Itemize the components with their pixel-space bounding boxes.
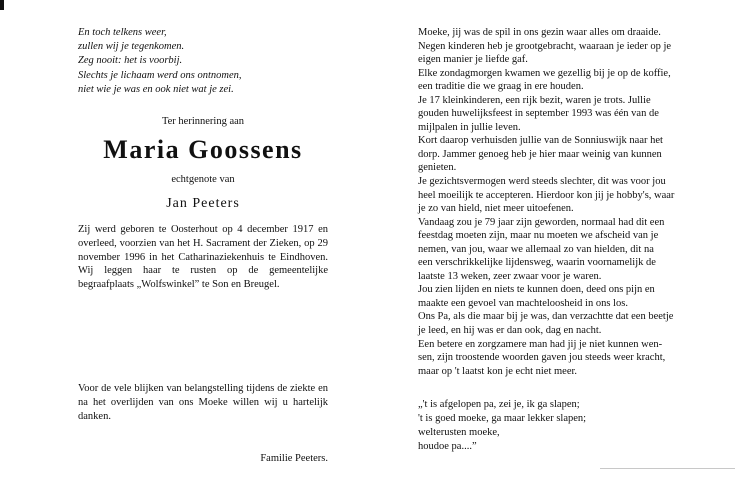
thanks (78, 382, 328, 423)
poem-line: niet wie je was en ook niet wat je zei. (78, 83, 234, 95)
spouse-name: Jan Peeters (166, 196, 240, 212)
tribute-line: Ons Pa, als die maar bij je was, dan verzachtte dat een beetje (418, 311, 674, 323)
tribute-line: dorp. Jammer genoeg heb je hier maar weinig van kunnen (418, 148, 662, 160)
closing-line: houdoe pa....” (418, 440, 477, 452)
tribute-text (418, 26, 718, 378)
biography-text: Zij werd geboren te Oosterhout op 4 december 1917 en overleed, voorzien van het H. Sacrament der Zieken, op 29 november 1996 in het Catharinaziekenhuis te Eindhoven. Wij leggen haar te rusten op de gemeentelijke begraafplaats „Wolfswinkel” te Son en Breugel. (78, 224, 328, 291)
tribute-line: sen, zijn troostende woorden gaven jou steeds weer kracht, (418, 352, 666, 364)
tribute-line: gouden huwelijksfeest in september 1993 was één van de (418, 108, 659, 120)
tribute-line: Negen kinderen heb je grootgebracht, waaraan je ieder op je (418, 40, 672, 52)
tribute-line: maakte een gevoel van machteloosheid in ons los. (418, 297, 628, 309)
tribute-line: een verschrikkelijke lijdensweg, waarin voornamelijk de (418, 257, 656, 269)
poem-line: zullen wij je tegenkomen. (78, 41, 185, 53)
poem-line: Zeg nooit: het is voorbij. (78, 55, 183, 67)
tribute-line: je leed, en hij was er dan ook, dag en nacht. (418, 325, 602, 337)
thanks-text: Voor de vele blijken van belangstelling tijdens de ziekte en na het overlijden van ons Moeke willen wij u hartelijk danken. (78, 383, 328, 422)
tribute-line: eigen manier je liefde gaf. (418, 54, 528, 66)
closing-line: „'t is afgelopen pa, zei je, ik ga slapen; (418, 399, 580, 411)
family-signature: Familie Peeters. (260, 453, 328, 465)
scan-edge-line (600, 468, 735, 469)
deceased-name: Maria Goossens (103, 135, 303, 165)
poem (78, 26, 328, 97)
tribute-line: Jou zien lijden en niets te kunnen doen, deed ons pijn en (418, 284, 655, 296)
biography (78, 223, 328, 292)
poem-line: Slechts je lichaam werd ons ontnomen, (78, 69, 242, 81)
tribute-line: nemen, van jou, waar we allemaal zo van hielden, dit na (418, 243, 654, 255)
tribute-line: maar op 't laatst kon je echt niet meer. (418, 365, 578, 377)
tribute-line: Een betere en zorgzamere man had jij je niet kunnen wen- (418, 338, 663, 350)
tribute-line: heel moeilijk te accepteren. Hierdoor kon jij je hobby's, waar (418, 189, 675, 201)
closing-line: welterusten moeke, (418, 426, 500, 438)
left-panel (78, 26, 328, 464)
right-panel (418, 26, 718, 453)
tribute-line: Elke zondagmorgen kwamen we gezellig bij je op de koffie, (418, 67, 671, 79)
tribute-line: genieten. (418, 162, 457, 174)
tribute-line: Kort daarop verhuisden jullie van de Sonniuswijk naar het (418, 135, 663, 147)
tribute-line: Vandaag zou je 79 jaar zijn geworden, normaal had dit een (418, 216, 665, 228)
tribute-line: feestdag moeten zijn, maar nu moeten we afscheid van je (418, 230, 659, 242)
poem-line: En toch telkens weer, (78, 27, 167, 38)
tribute-line: mijlpalen in jullie leven. (418, 121, 521, 133)
tribute-line: Je gezichtsvermogen werd steeds slechter, dit was voor jou (418, 176, 666, 188)
corner-mark (0, 0, 4, 10)
closing-verse (418, 398, 718, 453)
tribute-line: laatste 13 weken, zeer zwaar voor je waren. (418, 270, 602, 282)
tribute-line: een traditie die we graag in ere houden. (418, 81, 584, 93)
in-memory-label: Ter herinnering aan (161, 116, 245, 128)
tribute-line: Moeke, jij was de spil in ons gezin waar alles om draaide. (418, 27, 661, 38)
tribute-line: je zo van hield, niet meer uitoefenen. (418, 203, 574, 215)
closing-line: 't is goed moeke, ga maar lekker slapen; (418, 413, 587, 425)
spouse-of-label: echtgenote van (171, 174, 235, 186)
tribute-line: Je 17 kleinkinderen, een rijk bezit, waren je trots. Jullie (418, 94, 651, 106)
